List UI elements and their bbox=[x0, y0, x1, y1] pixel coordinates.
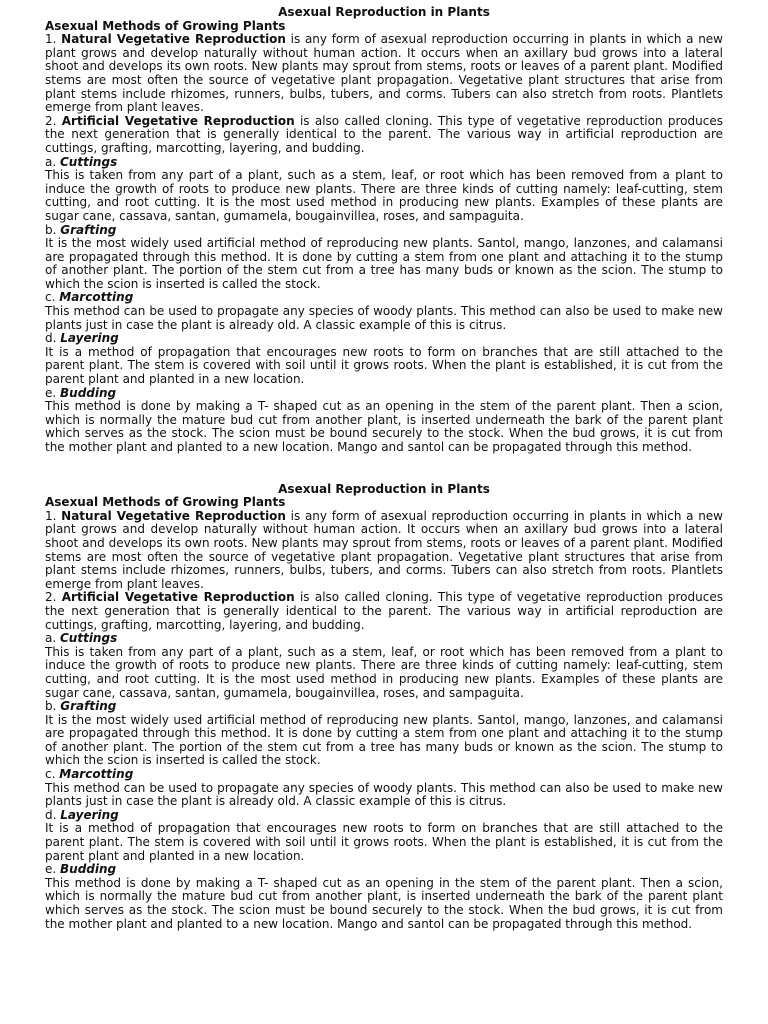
document-copy-2 bbox=[45, 483, 723, 932]
item-text: is any form of asexual reproduction occurring in plants in which a new plant grows and develop naturally without human action. It occurs when an axillary bud grows into a lateral shoot and develops its own roots. New plants may sprout from stems, roots or leaves of a parent plant. Modified stems are most often the source of vegetative plant propagation. Vegetative plant structures that arise from plant stems include rhizomes, runners, bulbs, tubers, and corms. Tubers can also stretch from roots. Plantlets emerge from plant leaves. bbox=[45, 508, 723, 591]
method-name: Budding bbox=[60, 862, 117, 877]
item-natural-vegetative bbox=[45, 510, 723, 592]
item-text: is any form of asexual reproduction occurring in plants in which a new plant grows and develop naturally without human action. It occurs when an axillary bud grows into a lateral shoot and develops its own roots. New plants may sprout from stems, roots or leaves of a parent plant. Modified stems are most often the source of vegetative plant propagation. Vegetative plant structures that arise from plant stems include rhizomes, runners, bulbs, tubers, and corms. Tubers can also stretch from roots. Plantlets emerge from plant leaves. bbox=[45, 32, 723, 115]
section-heading: Asexual Methods of Growing Plants bbox=[45, 18, 286, 33]
method-name: Grafting bbox=[60, 699, 117, 714]
item-term: Artificial Vegetative Reproduction bbox=[61, 590, 295, 605]
method-heading-budding bbox=[45, 387, 723, 401]
method-letter: d. bbox=[45, 331, 57, 346]
item-term: Natural Vegetative Reproduction bbox=[61, 508, 286, 523]
method-name: Layering bbox=[60, 807, 119, 822]
method-letter: c. bbox=[45, 767, 56, 782]
method-name: Marcotting bbox=[59, 767, 134, 782]
method-name: Marcotting bbox=[59, 290, 134, 305]
method-heading-marcotting bbox=[45, 291, 723, 305]
method-letter: b. bbox=[45, 699, 57, 714]
method-heading-cuttings bbox=[45, 632, 723, 646]
method-text-grafting: It is the most widely used artificial method of reproducing new plants. Santol, mango, lanzones, and calamansi are propagated through this method. It is done by cutting a stem from one plant and attaching it to the stump of another plant. The portion of the stem cut from a tree has many buds or known as the scion. The stump to which the scion is inserted is called the stock. bbox=[45, 236, 723, 291]
method-text-budding: This method is done by making a T- shaped cut as an opening in the stem of the parent plant. Then a scion, which is normally the mature bud cut from another plant, is inserted underneath the bark of the parent plant which serves as the stock. The scion must be bound securely to the stock. When the bud grows, it is cut from the mother plant and planted to a new location. Mango and santol can be propagated through this method. bbox=[45, 875, 723, 931]
method-heading-grafting bbox=[45, 224, 723, 238]
page-title: Asexual Reproduction in Plants bbox=[278, 481, 490, 496]
method-text-marcotting: This method can be used to propagate any species of woody plants. This method can also be used to make new plants just in case the plant is already old. A classic example of this is citrus. bbox=[45, 780, 723, 809]
method-heading-marcotting bbox=[45, 768, 723, 782]
section-heading: Asexual Methods of Growing Plants bbox=[45, 495, 286, 510]
item-number: 1. bbox=[45, 508, 57, 523]
method-letter: e. bbox=[45, 385, 57, 400]
item-number: 1. bbox=[45, 32, 57, 47]
document-copy-1 bbox=[45, 6, 723, 455]
item-artificial-vegetative bbox=[45, 115, 723, 156]
method-letter: c. bbox=[45, 290, 56, 305]
method-letter: a. bbox=[45, 631, 57, 646]
method-text-grafting: It is the most widely used artificial method of reproducing new plants. Santol, mango, lanzones, and calamansi are propagated through this method. It is done by cutting a stem from one plant and attaching it to the stump of another plant. The portion of the stem cut from a tree has many buds or known as the scion. The stump to which the scion is inserted is called the stock. bbox=[45, 712, 723, 768]
item-artificial-vegetative bbox=[45, 591, 723, 632]
item-text: is also called cloning. This type of vegetative reproduction produces the next generation that is generally identical to the parent. The various way in artificial reproduction are cuttings, grafting, marcotting, layering, and budding. bbox=[45, 590, 723, 632]
method-name: Cuttings bbox=[60, 631, 118, 646]
page-title: Asexual Reproduction in Plants bbox=[278, 5, 490, 19]
item-number: 2. bbox=[45, 590, 57, 605]
method-heading-layering bbox=[45, 809, 723, 823]
method-letter: b. bbox=[45, 222, 57, 237]
method-name: Budding bbox=[60, 385, 117, 400]
item-number: 2. bbox=[45, 113, 57, 128]
method-heading-grafting bbox=[45, 700, 723, 714]
method-text-layering: It is a method of propagation that encourages new roots to form on branches that are still attached to the parent plant. The stem is covered with soil until it grows roots. When the plant is established, it is cut from the parent plant and planted in a new location. bbox=[45, 344, 723, 387]
method-text-cuttings: This is taken from any part of a plant, such as a stem, leaf, or root which has been removed from a plant to induce the growth of roots to produce new plants. There are three kinds of cutting namely: leaf-cutting, stem cutting, and root cutting. It is the most used method in producing new plants. Examples of these plants are sugar cane, cassava, santan, gumamela, bougainvillea, roses, and sampaguita. bbox=[45, 168, 723, 223]
method-heading-cuttings bbox=[45, 156, 723, 170]
method-name: Cuttings bbox=[60, 154, 118, 169]
method-name: Grafting bbox=[60, 222, 117, 237]
method-text-layering: It is a method of propagation that encourages new roots to form on branches that are still attached to the parent plant. The stem is covered with soil until it grows roots. When the plant is established, it is cut from the parent plant and planted in a new location. bbox=[45, 821, 723, 863]
method-text-budding: This method is done by making a T- shaped cut as an opening in the stem of the parent plant. Then a scion, which is normally the mature bud cut from another plant, is inserted underneath the bark of the parent plant which serves as the stock. The scion must be bound securely to the stock. When the bud grows, it is cut from the mother plant and planted to a new location. Mango and santol can be propagated through this method. bbox=[45, 399, 723, 454]
item-term: Natural Vegetative Reproduction bbox=[61, 32, 286, 47]
item-text: is also called cloning. This type of vegetative reproduction produces the next generation that is generally identical to the parent. The various way in artificial reproduction are cuttings, grafting, marcotting, layering, and budding. bbox=[45, 113, 723, 155]
method-letter: d. bbox=[45, 807, 57, 822]
method-letter: a. bbox=[45, 154, 57, 169]
method-name: Layering bbox=[60, 331, 119, 346]
method-letter: e. bbox=[45, 862, 57, 877]
item-natural-vegetative bbox=[45, 33, 723, 115]
method-text-cuttings: This is taken from any part of a plant, such as a stem, leaf, or root which has been removed from a plant to induce the growth of roots to produce new plants. There are three kinds of cutting namely: leaf-cutting, stem cutting, and root cutting. It is the most used method in producing new plants. Examples of these plants are sugar cane, cassava, santan, gumamela, bougainvillea, roses, and sampaguita. bbox=[45, 644, 723, 700]
item-term: Artificial Vegetative Reproduction bbox=[61, 113, 295, 128]
method-text-marcotting: This method can be used to propagate any species of woody plants. This method can also be used to make new plants just in case the plant is already old. A classic example of this is citrus. bbox=[45, 304, 723, 332]
method-heading-layering bbox=[45, 332, 723, 346]
method-heading-budding bbox=[45, 863, 723, 877]
